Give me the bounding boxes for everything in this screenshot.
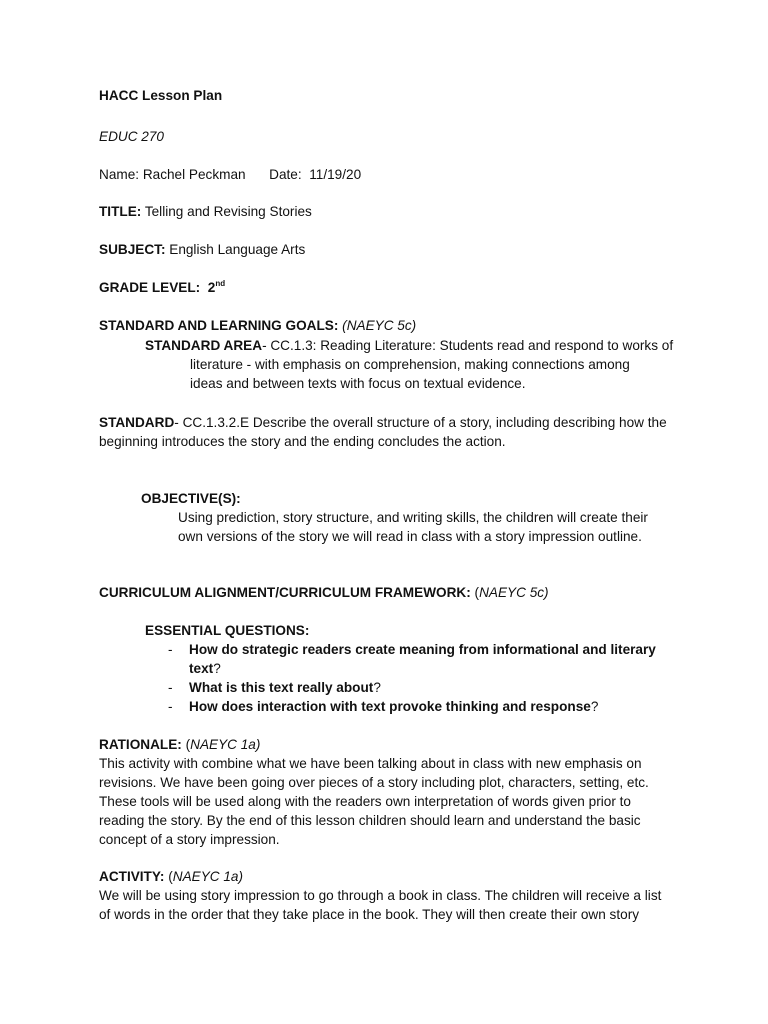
objectives-heading: OBJECTIVE(S): [141, 491, 241, 506]
standard-area-line-1 [145, 336, 673, 355]
document-title: HACC Lesson Plan [99, 88, 223, 103]
bullet-dash: - [168, 642, 173, 657]
standard-label: STANDARD [99, 415, 175, 430]
grade-label: GRADE LEVEL: [99, 280, 201, 295]
name-label: Name: [99, 167, 140, 182]
grade-superscript: nd [215, 279, 226, 288]
curriculum-heading: CURRICULUM ALIGNMENT/CURRICULUM FRAMEWORK: [99, 585, 471, 600]
name-date-line [99, 165, 361, 184]
essential-question-1-line-2 [189, 659, 221, 678]
subject-label: SUBJECT: [99, 242, 166, 257]
standards-heading-line [99, 316, 416, 335]
rationale-heading-line [99, 735, 260, 754]
subject-value: English Language Arts [169, 242, 306, 257]
rationale-ref: NAEYC 1a) [190, 737, 261, 752]
standard-area-label: STANDARD AREA [145, 338, 263, 353]
standard-line-1 [99, 413, 667, 432]
rationale-line-5: concept of a story impression. [99, 832, 280, 847]
subject-line [99, 240, 305, 259]
date-label: Date: [269, 167, 302, 182]
standards-heading: STANDARD AND LEARNING GOALS: [99, 318, 339, 333]
standard-area-line-3: ideas and between texts with focus on textual evidence. [190, 376, 526, 391]
rationale-heading: RATIONALE: [99, 737, 182, 752]
activity-line-2: of words in the order that they take place in the book. They will then create their own story [99, 907, 640, 922]
rationale-line-2: revisions. We have been going over pieces of a story including plot, characters, setting, etc. [99, 775, 649, 790]
essential-question-2-text: What is this text really about [189, 680, 374, 695]
bullet-dash: - [168, 680, 173, 695]
curriculum-ref: NAEYC 5c) [479, 585, 549, 600]
essential-question-1-end: text [189, 661, 214, 676]
question-mark: ? [373, 680, 381, 695]
curriculum-ref-paren: ( [474, 585, 480, 600]
bullet-dash: - [168, 699, 173, 714]
standard-area-text-1: - CC.1.3: Reading Literature: Students read and respond to works of [262, 338, 674, 353]
objectives-line-1: Using prediction, story structure, and writing skills, the children will create their [178, 510, 648, 525]
essential-question-3-text: How does interaction with text provoke thinking and response [189, 699, 591, 714]
title-value: Telling and Revising Stories [144, 204, 312, 219]
activity-ref: NAEYC 1a) [172, 869, 244, 884]
date-value: 11/19/20 [309, 167, 362, 182]
activity-heading: ACTIVITY: [99, 869, 165, 884]
curriculum-heading-line [99, 583, 549, 602]
essential-question-3 [189, 697, 598, 716]
activity-heading-line [99, 867, 243, 886]
title-label: TITLE: [99, 204, 142, 219]
question-mark: ? [213, 661, 221, 676]
objectives-line-2: own versions of the story we will read in class with a story impression outline. [178, 529, 642, 544]
name-value: Rachel Peckman [142, 167, 246, 182]
grade-value: 2 [207, 280, 216, 295]
title-line [99, 202, 312, 221]
rationale-line-4: reading the story. By the end of this lesson children should learn and understand the basic [99, 813, 641, 828]
rationale-line-1: This activity with combine what we have been talking about in class with new emphasis on [99, 756, 642, 771]
standards-ref: (NAEYC 5c) [342, 318, 417, 333]
activity-ref-paren: ( [168, 869, 173, 884]
essential-question-1-line-1: How do strategic readers create meaning from informational and literary [189, 642, 656, 657]
activity-line-1: We will be using story impression to go through a book in class. The children will receive a list [99, 888, 662, 903]
grade-line [99, 278, 225, 297]
standard-line-2: beginning introduces the story and the ending concludes the action. [99, 434, 506, 449]
essential-questions-heading: ESSENTIAL QUESTIONS: [145, 623, 310, 638]
course-code: EDUC 270 [99, 129, 164, 144]
rationale-line-3: These tools will be used along with the readers own interpretation of words given prior to [99, 794, 631, 809]
standard-area-line-2: literature - with emphasis on comprehension, making connections among [190, 357, 630, 372]
essential-question-2 [189, 678, 381, 697]
standard-text-1: - CC.1.3.2.E Describe the overall structure of a story, including describing how the [174, 415, 667, 430]
rationale-ref-paren: ( [185, 737, 191, 752]
question-mark: ? [590, 699, 599, 714]
